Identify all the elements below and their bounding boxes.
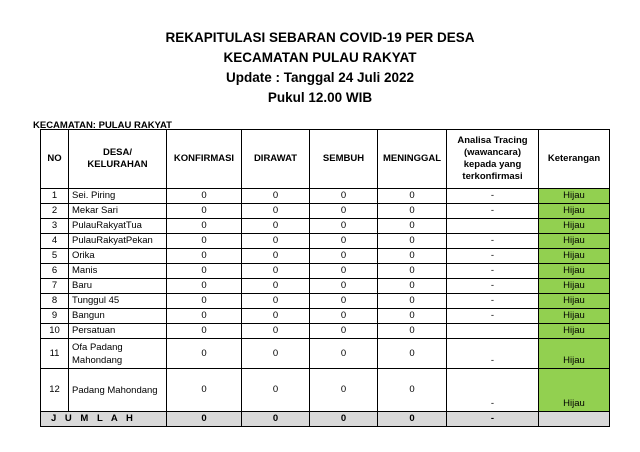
row-no: 4 (41, 234, 69, 249)
row-no: 7 (41, 279, 69, 294)
row-keterangan: Hijau (539, 219, 610, 234)
row-analisa (447, 324, 539, 339)
row-desa: Persatuan (69, 324, 167, 339)
row-keterangan: Hijau (539, 324, 610, 339)
row-meninggal: 0 (378, 249, 447, 264)
row-analisa: - (447, 204, 539, 219)
title-line-4: Pukul 12.00 WIB (267, 90, 373, 105)
row-dirawat: 0 (242, 189, 310, 204)
row-desa: Bangun (69, 309, 167, 324)
table-row (41, 264, 610, 279)
row-dirawat: 0 (242, 219, 310, 234)
kecamatan-label: KECAMATAN: PULAU RAKYAT (33, 120, 172, 131)
row-desa: Orika (69, 249, 167, 264)
total-meninggal: 0 (378, 412, 447, 427)
report-titles (0, 28, 640, 108)
header-analisa-tracing: Analisa Tracing (wawancara) kepada yang terkonfirmasi (447, 130, 539, 189)
row-keterangan: Hijau (539, 204, 610, 219)
row-no: 9 (41, 309, 69, 324)
row-analisa: - (447, 369, 539, 412)
row-konfirmasi: 0 (167, 279, 242, 294)
row-no: 8 (41, 294, 69, 309)
row-keterangan: Hijau (539, 264, 610, 279)
row-analisa: - (447, 279, 539, 294)
table-row (41, 324, 610, 339)
row-dirawat: 0 (242, 279, 310, 294)
row-no: 5 (41, 249, 69, 264)
row-no: 6 (41, 264, 69, 279)
row-dirawat: 0 (242, 204, 310, 219)
header-no: NO (41, 130, 69, 189)
row-analisa: - (447, 309, 539, 324)
row-sembuh: 0 (310, 369, 378, 412)
row-keterangan: Hijau (539, 294, 610, 309)
total-label: J U M L A H (41, 412, 167, 427)
row-analisa (447, 219, 539, 234)
table-row (41, 369, 610, 412)
total-row (41, 412, 610, 427)
row-sembuh: 0 (310, 309, 378, 324)
row-sembuh: 0 (310, 264, 378, 279)
row-sembuh: 0 (310, 279, 378, 294)
row-analisa: - (447, 339, 539, 369)
row-desa: Ofa Padang Mahondang (69, 339, 167, 369)
row-desa: Padang Mahondang (69, 369, 167, 412)
row-keterangan: Hijau (539, 249, 610, 264)
header-desa: DESA/ KELURAHAN (69, 130, 167, 189)
table-row (41, 294, 610, 309)
row-sembuh: 0 (310, 339, 378, 369)
total-konfirmasi: 0 (167, 412, 242, 427)
row-meninggal: 0 (378, 279, 447, 294)
row-keterangan: Hijau (539, 369, 610, 412)
title-line-1: REKAPITULASI SEBARAN COVID-19 PER DESA (165, 30, 475, 45)
row-konfirmasi: 0 (167, 294, 242, 309)
row-analisa: - (447, 189, 539, 204)
row-meninggal: 0 (378, 339, 447, 369)
row-dirawat: 0 (242, 309, 310, 324)
row-no: 11 (41, 339, 69, 369)
row-keterangan: Hijau (539, 309, 610, 324)
header-keterangan: Keterangan (539, 130, 610, 189)
row-desa: Baru (69, 279, 167, 294)
row-sembuh: 0 (310, 219, 378, 234)
total-analisa: - (447, 412, 539, 427)
row-dirawat: 0 (242, 339, 310, 369)
row-sembuh: 0 (310, 204, 378, 219)
row-meninggal: 0 (378, 204, 447, 219)
row-desa: Manis (69, 264, 167, 279)
row-no: 1 (41, 189, 69, 204)
title-line-2: KECAMATAN PULAU RAKYAT (223, 50, 417, 65)
table-row (41, 189, 610, 204)
row-no: 10 (41, 324, 69, 339)
table-row (41, 309, 610, 324)
row-analisa: - (447, 249, 539, 264)
header-sembuh: SEMBUH (310, 130, 378, 189)
row-dirawat: 0 (242, 264, 310, 279)
row-sembuh: 0 (310, 249, 378, 264)
row-konfirmasi: 0 (167, 339, 242, 369)
row-dirawat: 0 (242, 294, 310, 309)
row-dirawat: 0 (242, 369, 310, 412)
row-keterangan: Hijau (539, 234, 610, 249)
total-sembuh: 0 (310, 412, 378, 427)
total-dirawat: 0 (242, 412, 310, 427)
row-konfirmasi: 0 (167, 234, 242, 249)
table-row (41, 249, 610, 264)
row-dirawat: 0 (242, 249, 310, 264)
row-keterangan: Hijau (539, 339, 610, 369)
row-analisa: - (447, 234, 539, 249)
row-konfirmasi: 0 (167, 369, 242, 412)
row-no: 12 (41, 369, 69, 412)
row-no: 2 (41, 204, 69, 219)
row-meninggal: 0 (378, 219, 447, 234)
row-konfirmasi: 0 (167, 219, 242, 234)
row-konfirmasi: 0 (167, 324, 242, 339)
row-desa: PulauRakyatPekan (69, 234, 167, 249)
table-row (41, 234, 610, 249)
row-meninggal: 0 (378, 264, 447, 279)
row-desa: Mekar Sari (69, 204, 167, 219)
covid-recap-table (40, 129, 610, 427)
header-dirawat: DIRAWAT (242, 130, 310, 189)
title-line-3: Update : Tanggal 24 Juli 2022 (225, 70, 415, 85)
row-sembuh: 0 (310, 189, 378, 204)
row-konfirmasi: 0 (167, 249, 242, 264)
row-meninggal: 0 (378, 369, 447, 412)
table-row (41, 219, 610, 234)
table-header-row (41, 130, 610, 189)
row-konfirmasi: 0 (167, 189, 242, 204)
row-meninggal: 0 (378, 189, 447, 204)
row-sembuh: 0 (310, 294, 378, 309)
row-keterangan: Hijau (539, 279, 610, 294)
row-meninggal: 0 (378, 234, 447, 249)
row-meninggal: 0 (378, 294, 447, 309)
row-no: 3 (41, 219, 69, 234)
table-row (41, 339, 610, 369)
total-keterangan (539, 412, 610, 427)
table-row (41, 279, 610, 294)
row-konfirmasi: 0 (167, 309, 242, 324)
header-konfirmasi: KONFIRMASI (167, 130, 242, 189)
header-meninggal: MENINGGAL (378, 130, 447, 189)
row-meninggal: 0 (378, 324, 447, 339)
row-sembuh: 0 (310, 234, 378, 249)
row-dirawat: 0 (242, 234, 310, 249)
row-keterangan: Hijau (539, 189, 610, 204)
table-row (41, 204, 610, 219)
row-sembuh: 0 (310, 324, 378, 339)
row-desa: Tunggul 45 (69, 294, 167, 309)
row-konfirmasi: 0 (167, 204, 242, 219)
row-desa: PulauRakyatTua (69, 219, 167, 234)
row-meninggal: 0 (378, 309, 447, 324)
row-dirawat: 0 (242, 324, 310, 339)
row-desa: Sei. Piring (69, 189, 167, 204)
row-analisa: - (447, 264, 539, 279)
row-analisa: - (447, 294, 539, 309)
row-konfirmasi: 0 (167, 264, 242, 279)
